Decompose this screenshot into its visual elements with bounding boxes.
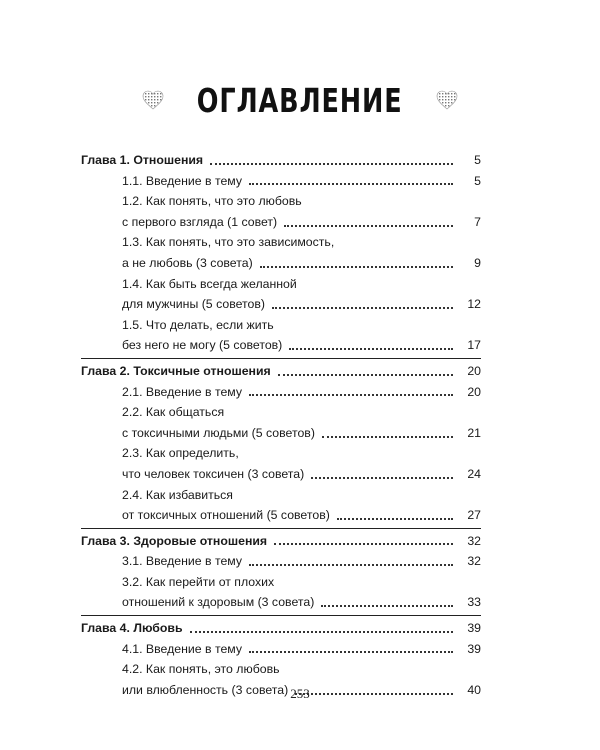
toc-entry-text: 3.1. Введение в тему (122, 554, 243, 569)
dot-leader (190, 630, 453, 633)
toc-entry-text: или влюбленность (3 совета) (122, 682, 289, 697)
dot-leader (321, 604, 453, 607)
toc-entry-text: от токсичных отношений (5 советов) (122, 508, 330, 523)
dot-leader (272, 306, 453, 309)
toc-entry-text: с первого взгляда (1 совет) (122, 214, 278, 229)
toc-entry-text: 2.4. Как избавиться (122, 487, 233, 502)
toc-entry-text: 1.4. Как быть всегда желанной (122, 276, 297, 291)
toc-chapter-page: 20 (467, 363, 481, 378)
toc-entry-text: 2.3. Как определить, (122, 446, 239, 461)
dot-leader (249, 563, 453, 566)
chapter-divider (81, 615, 481, 616)
toc-entry-text: 1.5. Что делать, если жить (122, 317, 274, 332)
chapter-divider (81, 358, 481, 359)
toc-chapter-text: Глава 2. Токсичные отношения (81, 363, 271, 378)
toc-entry[interactable] (81, 551, 481, 572)
table-of-contents (81, 150, 481, 700)
dot-leader (249, 182, 453, 185)
toc-entry-page: 7 (474, 214, 481, 229)
dot-leader (278, 373, 453, 376)
toc-entry[interactable] (81, 382, 481, 403)
toc-entry-page: 33 (467, 595, 481, 610)
toc-entry[interactable] (81, 464, 481, 485)
toc-entry[interactable] (81, 335, 481, 356)
toc-chapter[interactable] (81, 531, 481, 552)
toc-chapter-page: 39 (467, 621, 481, 636)
toc-entry[interactable] (81, 171, 481, 192)
toc-entry[interactable] (81, 443, 481, 464)
toc-entry-text: 4.1. Введение в тему (122, 641, 243, 656)
toc-entry[interactable] (81, 315, 481, 336)
toc-entry[interactable] (81, 572, 481, 593)
toc-entry[interactable] (81, 212, 481, 233)
toc-entry-text: с токсичными людьми (5 советов) (122, 425, 315, 440)
toc-entry[interactable] (81, 232, 481, 253)
toc-entry-page: 5 (474, 173, 481, 188)
dot-leader (311, 476, 453, 479)
toc-entry-page: 12 (467, 297, 481, 312)
toc-entry[interactable] (81, 485, 481, 506)
toc-entry-page: 21 (467, 425, 481, 440)
toc-entry[interactable] (81, 592, 481, 613)
dot-leader (322, 435, 453, 438)
toc-entry-page: 24 (467, 466, 481, 481)
toc-entry-text: 2.2. Как общаться (122, 405, 225, 420)
toc-entry-text: 1.2. Как понять, что это любовь (122, 194, 302, 209)
toc-entry[interactable] (81, 191, 481, 212)
page-heading (0, 78, 600, 122)
toc-entry-page: 32 (467, 554, 481, 569)
toc-entry-text: отношений к здоровым (3 совета) (122, 595, 315, 610)
toc-entry-page: 39 (467, 641, 481, 656)
toc-entry-text: 4.2. Как понять, это любовь (122, 662, 280, 677)
toc-entry-page: 40 (467, 682, 481, 697)
toc-entry-page: 20 (467, 384, 481, 399)
heart-icon-right (436, 90, 458, 110)
chapter-divider (81, 528, 481, 529)
heart-icon-left (142, 90, 164, 110)
toc-entry-text: без него не могу (5 советов) (122, 338, 283, 353)
toc-entry[interactable] (81, 253, 481, 274)
toc-entry-page: 17 (467, 338, 481, 353)
toc-entry-text: 1.3. Как понять, что это зависимость, (122, 235, 335, 250)
toc-chapter-text: Глава 3. Здоровые отношения (81, 533, 268, 548)
dot-leader (284, 224, 453, 227)
toc-entry[interactable] (81, 505, 481, 526)
toc-chapter[interactable] (81, 618, 481, 639)
toc-entry[interactable] (81, 402, 481, 423)
toc-chapter[interactable] (81, 150, 481, 171)
dot-leader (249, 650, 453, 653)
toc-entry[interactable] (81, 294, 481, 315)
toc-entry[interactable] (81, 423, 481, 444)
toc-entry-text: а не любовь (3 совета) (122, 255, 253, 270)
toc-entry-page: 9 (474, 255, 481, 270)
dot-leader (337, 517, 453, 520)
toc-chapter-page: 5 (474, 153, 481, 167)
toc-chapter-text: Глава 1. Отношения (81, 153, 204, 167)
toc-chapter-text: Глава 4. Любовь (81, 621, 183, 636)
toc-entry[interactable] (81, 639, 481, 660)
toc-chapter-page: 32 (467, 533, 481, 548)
toc-entry-text: что человек токсичен (3 совета) (122, 466, 305, 481)
page-title: ОГЛАВЛЕНИЕ (197, 80, 403, 120)
toc-entry-text: 1.1. Введение в тему (122, 173, 243, 188)
page-number: 253 (290, 686, 310, 701)
toc-entry-page: 27 (467, 508, 481, 523)
toc-entry[interactable] (81, 274, 481, 295)
toc-entry[interactable] (81, 659, 481, 680)
dot-leader (249, 393, 453, 396)
dot-leader (260, 265, 453, 268)
dot-leader (274, 542, 453, 545)
toc-entry-text: 3.2. Как перейти от плохих (122, 574, 275, 589)
dot-leader (210, 162, 453, 165)
toc-entry-text: 2.1. Введение в тему (122, 384, 243, 399)
toc-chapter[interactable] (81, 361, 481, 382)
dot-leader (289, 347, 453, 350)
toc-entry-text: для мужчины (5 советов) (122, 297, 265, 312)
